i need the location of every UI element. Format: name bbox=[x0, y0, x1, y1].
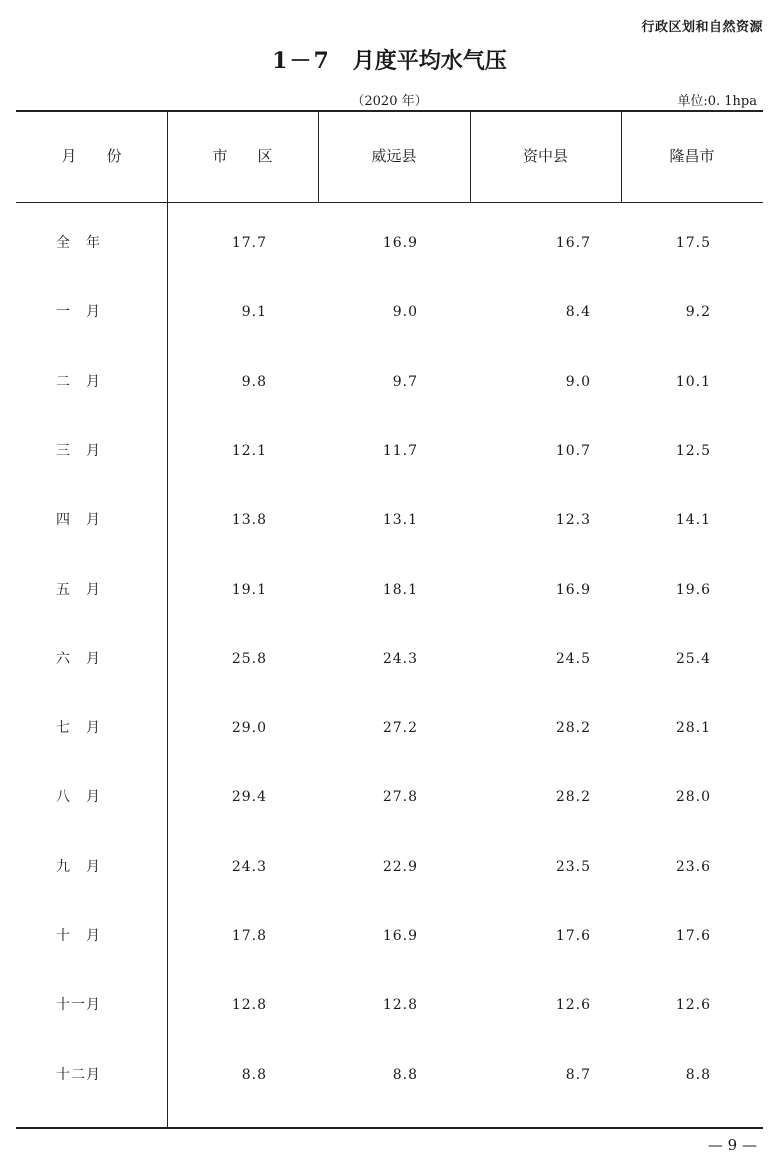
city-value-cell: 29.4 bbox=[231, 789, 267, 805]
table-row bbox=[16, 852, 763, 882]
month-cell: 十 月 bbox=[56, 928, 101, 944]
month-cell: 十一月 bbox=[56, 997, 101, 1013]
longchang-value-cell: 28.0 bbox=[675, 789, 711, 805]
zizhong-value-cell: 10.7 bbox=[555, 443, 591, 459]
month-cell: 八 月 bbox=[56, 789, 101, 805]
city-value-cell: 9.1 bbox=[241, 304, 267, 320]
month-cell: 三 月 bbox=[56, 443, 101, 459]
month-cell: 四 月 bbox=[56, 512, 101, 528]
month-cell: 七 月 bbox=[56, 720, 101, 736]
zizhong-value-cell: 23.5 bbox=[555, 859, 591, 875]
weiyuan-value-cell: 13.1 bbox=[382, 512, 418, 528]
table-row bbox=[16, 367, 763, 397]
longchang-value-cell: 28.1 bbox=[675, 720, 711, 736]
page-title bbox=[0, 44, 779, 75]
zizhong-value-cell: 12.6 bbox=[555, 997, 591, 1013]
weiyuan-value-cell: 22.9 bbox=[382, 859, 418, 875]
month-cell: 九 月 bbox=[56, 859, 101, 875]
longchang-value-cell: 14.1 bbox=[675, 512, 711, 528]
table-bottom-rule bbox=[16, 1127, 763, 1129]
city-value-cell: 19.1 bbox=[231, 582, 267, 598]
zizhong-value-cell: 12.3 bbox=[555, 512, 591, 528]
city-value-cell: 25.8 bbox=[231, 651, 267, 667]
column-divider-month bbox=[167, 110, 168, 1127]
header-divider-rule bbox=[16, 202, 763, 203]
month-cell: 全 年 bbox=[56, 235, 101, 251]
longchang-value-cell: 19.6 bbox=[675, 582, 711, 598]
longchang-value-cell: 17.5 bbox=[675, 235, 711, 251]
city-value-cell: 12.1 bbox=[231, 443, 267, 459]
table-row bbox=[16, 436, 763, 466]
zizhong-value-cell: 24.5 bbox=[555, 651, 591, 667]
column-header-month: 月 份 bbox=[61, 147, 122, 165]
longchang-value-cell: 10.1 bbox=[675, 374, 711, 390]
month-cell: 十二月 bbox=[56, 1067, 101, 1083]
zizhong-value-cell: 8.7 bbox=[565, 1067, 591, 1083]
table-row bbox=[16, 990, 763, 1020]
city-value-cell: 17.8 bbox=[231, 928, 267, 944]
weiyuan-value-cell: 9.7 bbox=[392, 374, 418, 390]
column-header-longchang: 隆昌市 bbox=[669, 147, 715, 165]
table-row bbox=[16, 644, 763, 674]
month-cell: 二 月 bbox=[56, 374, 101, 390]
unit-label: 单位:0. 1hpa bbox=[677, 94, 757, 109]
weiyuan-value-cell: 27.2 bbox=[382, 720, 418, 736]
page-number: — 9 — bbox=[707, 1136, 757, 1154]
weiyuan-value-cell: 24.3 bbox=[382, 651, 418, 667]
weiyuan-value-cell: 16.9 bbox=[382, 928, 418, 944]
table-row bbox=[16, 782, 763, 812]
year-subtitle: （2020 年） bbox=[351, 94, 428, 109]
longchang-value-cell: 9.2 bbox=[685, 304, 711, 320]
column-header-city: 市 区 bbox=[212, 147, 273, 165]
zizhong-value-cell: 28.2 bbox=[555, 789, 591, 805]
month-cell: 五 月 bbox=[56, 582, 101, 598]
zizhong-value-cell: 16.9 bbox=[555, 582, 591, 598]
weiyuan-value-cell: 27.8 bbox=[382, 789, 418, 805]
zizhong-value-cell: 8.4 bbox=[565, 304, 591, 320]
city-value-cell: 29.0 bbox=[231, 720, 267, 736]
month-cell: 一 月 bbox=[56, 304, 101, 320]
longchang-value-cell: 25.4 bbox=[675, 651, 711, 667]
column-header-weiyuan: 威远县 bbox=[371, 147, 417, 165]
longchang-value-cell: 12.6 bbox=[675, 997, 711, 1013]
column-header-zizhong: 资中县 bbox=[522, 147, 568, 165]
longchang-value-cell: 8.8 bbox=[685, 1067, 711, 1083]
table-row bbox=[16, 297, 763, 327]
weiyuan-value-cell: 18.1 bbox=[382, 582, 418, 598]
longchang-value-cell: 17.6 bbox=[675, 928, 711, 944]
table-row bbox=[16, 921, 763, 951]
table-number: 1－7 bbox=[272, 48, 331, 74]
table-row bbox=[16, 1060, 763, 1090]
table-row bbox=[16, 228, 763, 258]
city-value-cell: 24.3 bbox=[231, 859, 267, 875]
weiyuan-value-cell: 9.0 bbox=[392, 304, 418, 320]
weiyuan-value-cell: 11.7 bbox=[382, 443, 418, 459]
zizhong-value-cell: 16.7 bbox=[555, 235, 591, 251]
city-value-cell: 9.8 bbox=[241, 374, 267, 390]
table-row bbox=[16, 505, 763, 535]
table-row bbox=[16, 713, 763, 743]
weiyuan-value-cell: 12.8 bbox=[382, 997, 418, 1013]
longchang-value-cell: 12.5 bbox=[675, 443, 711, 459]
longchang-value-cell: 23.6 bbox=[675, 859, 711, 875]
table-title: 月度平均水气压 bbox=[352, 48, 507, 74]
zizhong-value-cell: 17.6 bbox=[555, 928, 591, 944]
month-cell: 六 月 bbox=[56, 651, 101, 667]
weiyuan-value-cell: 8.8 bbox=[392, 1067, 418, 1083]
zizhong-value-cell: 9.0 bbox=[565, 374, 591, 390]
city-value-cell: 13.8 bbox=[231, 512, 267, 528]
city-value-cell: 17.7 bbox=[231, 235, 267, 251]
weiyuan-value-cell: 16.9 bbox=[382, 235, 418, 251]
section-header: 行政区划和自然资源 bbox=[641, 20, 763, 35]
table-row bbox=[16, 575, 763, 605]
city-value-cell: 8.8 bbox=[241, 1067, 267, 1083]
city-value-cell: 12.8 bbox=[231, 997, 267, 1013]
zizhong-value-cell: 28.2 bbox=[555, 720, 591, 736]
